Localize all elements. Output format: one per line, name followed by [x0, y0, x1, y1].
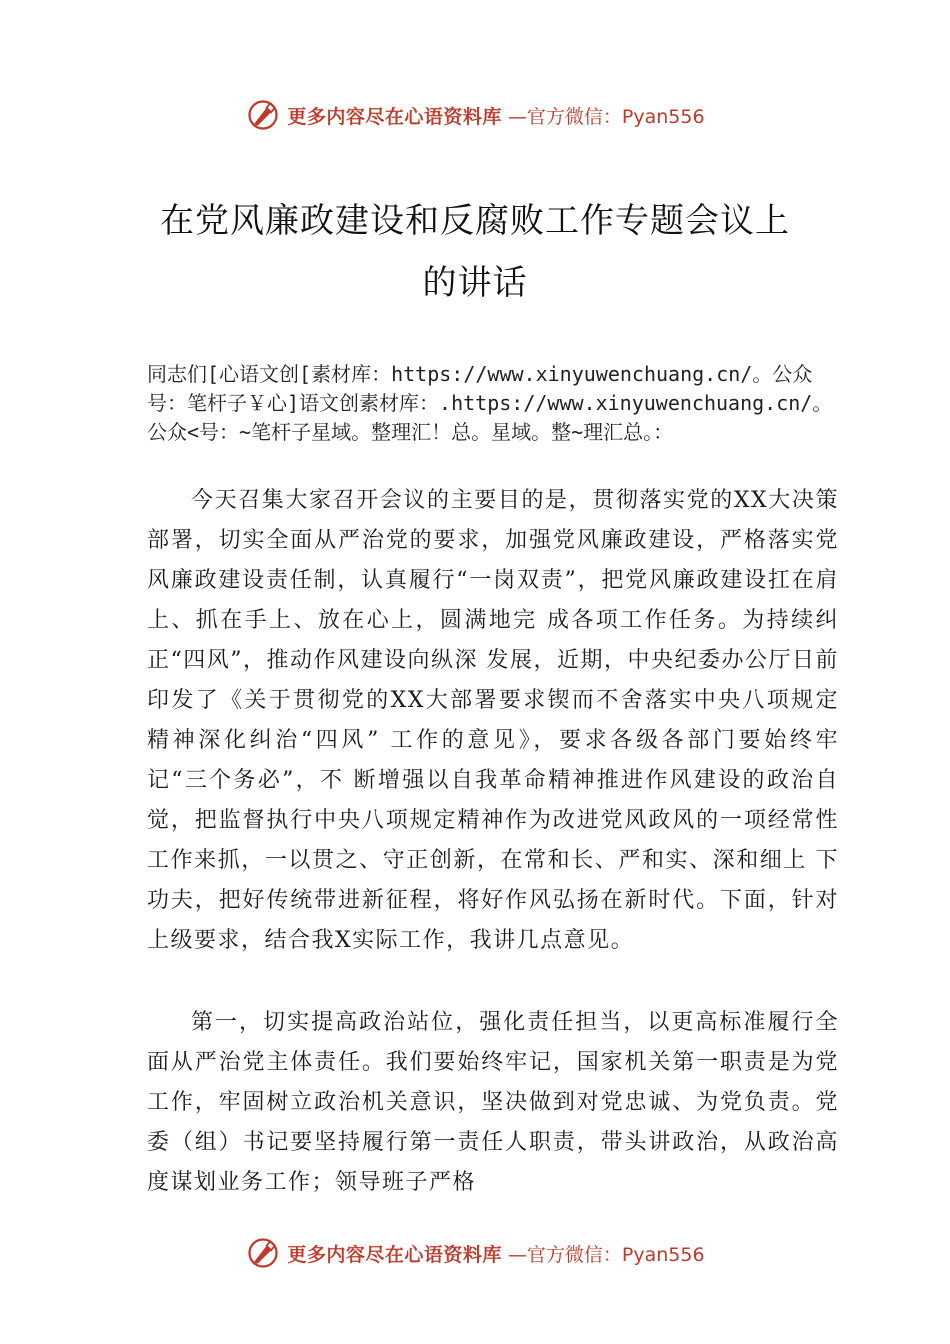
banner-contact-text: —官方微信：Pyan556 [507, 105, 705, 128]
title-line-1: 在党风廉政建设和反腐败工作专题会议上 [160, 201, 790, 241]
title-line-2: 的讲话 [422, 263, 528, 303]
banner-main-text: 更多内容尽在心语资料库 [287, 1243, 502, 1266]
banner-main-text: 更多内容尽在心语资料库 [287, 105, 502, 128]
header-watermark-banner [0, 95, 950, 135]
footer-watermark-banner [0, 1233, 950, 1273]
pen-nib-icon [245, 97, 281, 133]
body-paragraph: 第一，切实提高政治站位，强化责任担当，以更高标准履行全面从严治党主体责任。我们要始终牢记，国家机关第一职责是为党工作，牢固树立政治机关意识，坚决做到对党忠诚、为党负责。党委（组）书记要坚持履行第一责任人职责，带头讲政治，从政治高度谋划业务工作；领导班子严格 [147, 1010, 839, 1195]
intro-salutation: 同志们[心语文创[素材库：https://www.xinyuwenchuang.cn/。公众号：笔杆子￥心]语文创素材库：.https://www.xinyuwenchuang.cn/。公众<号：~笔杆子星域。整理汇！总。星域。整~理汇总。： [147, 362, 833, 444]
document-title [100, 190, 850, 314]
body-paragraph: 今天召集大家召开会议的主要目的是，贯彻落实党的XX大决策部署，切实全面从严治党的要求，加强党风廉政建设，严格落实党风廉政建设责任制，认真履行“一岗双责”，把党风廉政建设扛在肩上、抓在手上、放在心上，圆满地完 成各项工作任务。为持续纠正“四风”，推动作风建设向纵深 发展，近期，中央纪委办公厅日前印发了《关于贯彻党的XX大部署要求锲而不舍落实中央八项规定精神深化纠治“四风” 工作的意见》，要求各级各部门要始终牢记“三个务必”，不 断增强以自我革命精神推进作风建设的政治自觉，把监督执行中央八项规定精神作为改进党风政风的一项经常性工作来抓，一以贯之、守正创新，在常和长、严和实、深和细上 下功夫，把好传统带进新征程，将好作风弘扬在新时代。下面，针对上级要求，结合我X实际工作，我讲几点意见。 [147, 488, 839, 953]
pen-nib-icon [245, 1235, 281, 1271]
banner-contact-text: —官方微信：Pyan556 [507, 1243, 705, 1266]
